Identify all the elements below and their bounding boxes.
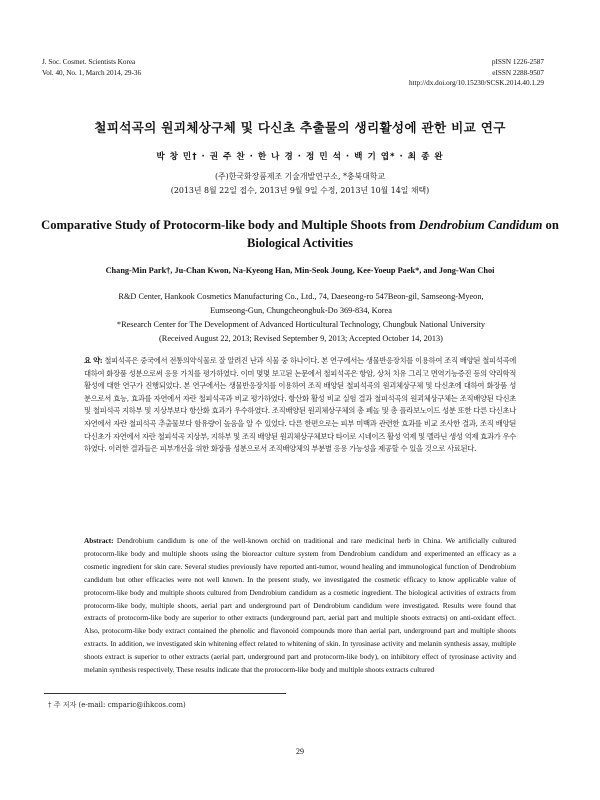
affiliation-korean-dates: (2013년 8월 22일 접수, 2013년 9월 9일 수정, 2013년 10월 14일 채택) <box>170 186 430 195</box>
abstract-english <box>84 535 516 677</box>
title-english <box>40 216 560 252</box>
page-number: 29 <box>296 747 304 756</box>
authors-english: Chang-Min Park†, Ju-Chan Kwon, Na-Kyeong Han, Min-Seok Joung, Kee-Yoeup Paek*, and Jong-Wan Choi <box>105 266 495 275</box>
doi-link[interactable]: http://dx.doi.org/10.15230/SCSK.2014.40.1.29 <box>408 79 544 87</box>
journal-name: J. Soc. Cosmet. Scientists Korea <box>42 58 136 66</box>
corresponding-author-footnote: † 주 저자 (e-mail: cmparic@ihkcos.com) <box>48 701 186 709</box>
affiliation-korean <box>30 170 570 198</box>
affiliation-english-line1: R&D Center, Hankook Cosmetics Manufacturing Co., Ltd., 74, Daeseong-ro 547Beon-gil, Samseong-Myeon, <box>118 292 484 301</box>
authors-korean: 박 창 민† · 권 주 찬 · 한 나 경 · 정 민 석 · 백 기 엽* · 최 종 완 <box>156 152 444 162</box>
abstract-english-text: Dendrobium candidum is one of the well-known orchid on traditional and rare medicinal herb in China. We artificially cultured protocorm-like body and multiple shoots using the bioreactor culture system from Dendrobium candidum and experimented an efficacy as a cosmetic ingredient for skin care. Several studies previously have reported anti-tumor, wound healing and immunological function of Dendrobium candidum but other efficacies were not well known. In the present study, we investigated the cosmetic efficacy to know applicable value of protocorm-like body and multiple shoots cultured from Dendrobium candidum as a cosmetic ingredient. The biological activities of extracts from protocorm-like body, multiple shoots, aerial part and underground part of Dendrobium candidum were investigated. Results were found that extracts of protocorm-like body are superior to other extracts (underground part, aerial part and multiple shoots extracts) on anti-oxidant effect. Also, protocorm-like body extract contained the phenolic and flavonoid compounds more than aerial part, underground part and multiple shoots extracts. In addition, we investigated skin whitening effect related to whitening of skin. In tyrosinase activity and melanin synthesis assay, multiple shoots extract is superior to other extracts (aerial part, underground part and protocorm-like body), on inhibitory effect of tyrosinase activity and melanin synthesis respectively. These results indicate that the protocorm-like body and multiple shoots extracts cultured <box>84 536 516 675</box>
title-english-species: Dendrobium Candidum <box>418 218 543 232</box>
affiliation-english-dates: (Received August 22, 2013; Revised September 9, 2013; Accepted October 14, 2013) <box>159 334 443 343</box>
title-korean: 철피석곡의 원괴체상구체 및 다신초 추출물의 생리활성에 관한 비교 연구 <box>94 120 506 135</box>
affiliation-english-line2: Eumseong-Gun, Chungcheongbuk-Do 369-834, Korea <box>210 306 392 315</box>
abstract-korean <box>84 355 516 456</box>
footnote-divider <box>44 693 286 694</box>
affiliation-korean-institutions: (주)한국화장품제조 기술개발연구소, *충북대학교 <box>214 172 386 181</box>
journal-citation <box>42 57 141 78</box>
affiliation-english <box>62 290 540 346</box>
title-english-part2: on Biological Activities <box>247 218 559 250</box>
abstract-korean-text: 철피석곡은 중국에서 전통의약식물로 잘 알려진 난과 식물 중 하나이다. 본 연구에서는 생물반응장치를 이용하여 조직 배양된 철피석곡에 대하여 화장품 성분으로써 응용 가치를 평가하였다. 이미 몇몇 보고된 논문에서 철피석곡은 항암, 상처 치유 그리고 면역기능증진 등의 약리학적 활성에 대한 연구가 진행되었다. 본 연구에서는 생물반응장치를 이용하여 조직 배양된 철피석곡의 원괴체상구체 및 다신초에 대하여 화장품 성분으로서 효능, 효과를 자연에서 자란 철피석곡과 비교 평가하였다. 항산화 활성 비교 실험 결과 철피석곡의 원괴체상구체는 조직배양된 다신초 및 철피석곡 지하부 및 지상부보다 항산화 효과가 우수하였다. 조직배양된 원괴체상구체의 총 페놀 및 총 플라보노이드 성분 또한 다른 다신초나 자연에서 자란 철피석곡 추출물보다 함유량이 높음을 알 수 있었다. 다른 한편으로는 피부 미백과 관련한 효과를 비교 조사한 결과, 조직 배양된 다신초가 자연에서 자란 철피석곡 지상부, 지하부 및 조직 배양된 원괴체상구체보다 타이로 시네이즈 활성 억제 및 멜라닌 생성 억제 효과가 우수하였다. 이러한 결과들은 피부개선을 위한 화장품 성분으로서 조직배양체의 부분별 응용 가능성을 제공할 수 있을 것으로 사료된다. <box>84 356 516 454</box>
eissn: eISSN 2288-9507 <box>492 68 544 77</box>
abstract-english-label: Abstract: <box>84 536 114 545</box>
affiliation-english-line3: *Research Center for The Development of Advanced Horticultural Technology, Chungbuk National University <box>116 320 486 329</box>
title-english-part1: Comparative Study of Protocorm-like body and Multiple Shoots from <box>41 218 419 232</box>
journal-identifiers <box>409 57 544 89</box>
pissn: pISSN 1226-2587 <box>491 58 544 66</box>
journal-volume: Vol. 40, No. 1, March 2014, 29-36 <box>42 68 142 77</box>
abstract-korean-label: 요 약: <box>84 356 103 365</box>
